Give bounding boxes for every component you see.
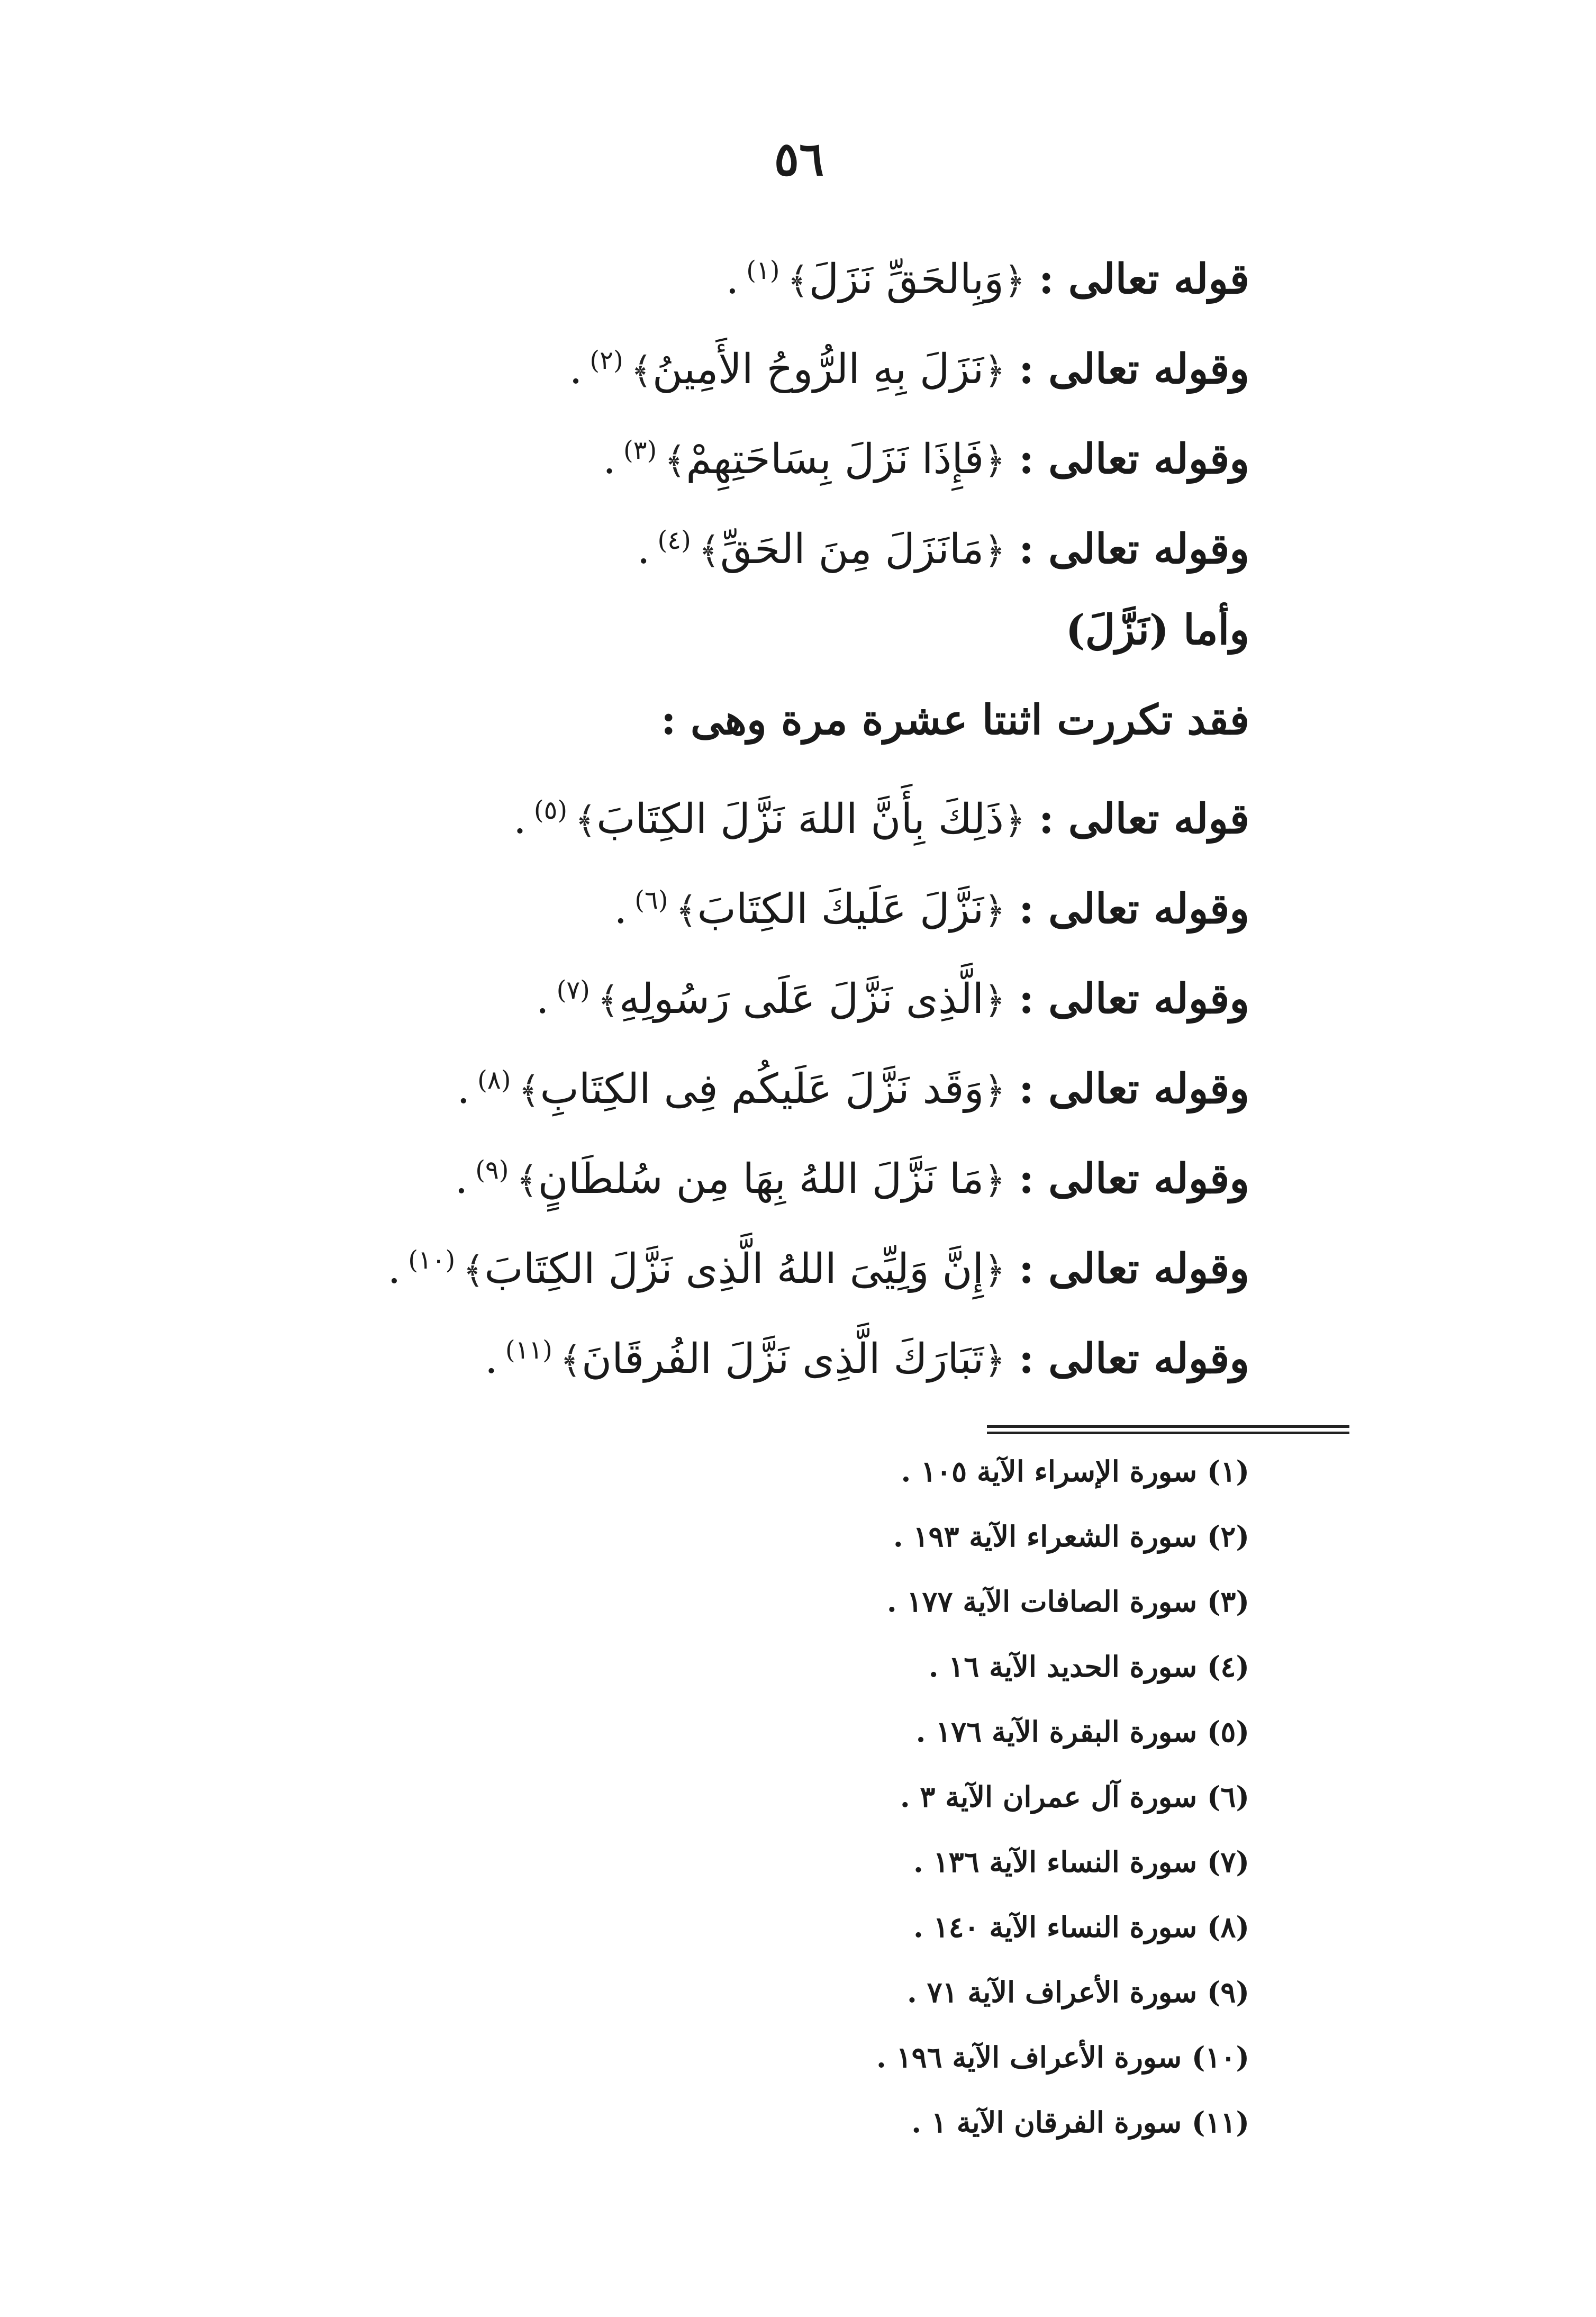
footnote: (٢) سورة الشعراء الآية ١٩٣ . xyxy=(893,1519,1249,1553)
line-lead: وقوله تعالى : xyxy=(1019,435,1249,483)
footnote: (٨) سورة النساء الآية ١٤٠ . xyxy=(913,1910,1249,1944)
line-end: . xyxy=(569,346,583,393)
text-line xyxy=(191,788,1249,877)
footnote: (٥) سورة البقرة الآية ١٧٦ . xyxy=(915,1715,1249,1749)
line-lead: فقد تكررت اثنتا عشرة مرة وهى : xyxy=(660,696,1249,744)
main-text xyxy=(191,248,1249,1417)
verse-text: الَّذِى نَزَّلَ عَلَى رَسُولِهِ xyxy=(619,975,984,1023)
verse-text: إِنَّ وَلِيِّىَ اللهُ الَّذِى نَزَّلَ الكِتَابَ xyxy=(484,1245,984,1293)
text-line xyxy=(191,1327,1249,1417)
verse-text: تَبَارَكَ الَّذِى نَزَّلَ الفُرقَانَ xyxy=(581,1335,984,1383)
line-lead: قوله تعالى : xyxy=(1038,795,1249,843)
verse-text: وَقَد نَزَّلَ عَلَيكُم فِى الكِتَابِ xyxy=(540,1065,984,1113)
footnote-ref: (١١) xyxy=(505,1335,552,1365)
line-end: . xyxy=(726,256,739,303)
line-end: . xyxy=(457,1065,470,1113)
text-line xyxy=(191,967,1249,1057)
line-end: . xyxy=(513,795,527,843)
verse-text: مَا نَزَّلَ اللهُ بِهَا مِن سُلطَانٍ xyxy=(538,1155,984,1203)
footnote-ref: (٤) xyxy=(657,526,691,555)
line-lead: وقوله تعالى : xyxy=(1019,885,1249,933)
footnote-ref: (٢) xyxy=(590,346,623,375)
footnote: (٦) سورة آل عمران الآية ٣ . xyxy=(900,1780,1249,1814)
page-number: ٥٦ xyxy=(774,131,824,186)
text-line xyxy=(191,1057,1249,1147)
verse-text: وَبِالحَقِّ نَزَلَ xyxy=(809,256,1004,303)
text-line xyxy=(191,338,1249,428)
ornament-close-icon: ﴾ xyxy=(664,439,686,482)
footnote: (١١) سورة الفرقان الآية ١ . xyxy=(911,2105,1249,2139)
text-line xyxy=(191,428,1249,518)
ornament-close-icon: ﴾ xyxy=(698,529,720,572)
text-line xyxy=(191,1237,1249,1327)
footnote: (١٠) سورة الأعراف الآية ١٩٦ . xyxy=(876,2040,1249,2074)
text-line xyxy=(191,1147,1249,1237)
ornament-open-icon: ﴿ xyxy=(984,889,1006,932)
text-line xyxy=(191,698,1249,788)
ornament-open-icon: ﴿ xyxy=(984,979,1006,1022)
footnotes xyxy=(614,1453,1249,2169)
line-end: . xyxy=(455,1155,468,1203)
footnote: (٩) سورة الأعراف الآية ٧١ . xyxy=(906,1975,1249,2009)
line-end: . xyxy=(614,885,628,933)
footnote: (٤) سورة الحديد الآية ١٦ . xyxy=(928,1650,1249,1684)
ornament-open-icon: ﴿ xyxy=(984,349,1006,392)
ornament-open-icon: ﴿ xyxy=(984,1069,1006,1112)
line-lead: وأما (نَزَّلَ) xyxy=(1065,606,1249,654)
line-lead: وقوله تعالى : xyxy=(1019,975,1249,1023)
text-line xyxy=(191,608,1249,698)
ornament-close-icon: ﴾ xyxy=(518,1069,540,1112)
ornament-close-icon: ﴾ xyxy=(675,889,697,932)
footnote-ref: (٩) xyxy=(475,1155,509,1185)
verse-text: نَزَّلَ عَلَيكَ الكِتَابَ xyxy=(697,885,984,933)
line-lead: وقوله تعالى : xyxy=(1019,1065,1249,1113)
footnote-ref: (١) xyxy=(746,256,780,285)
line-end: . xyxy=(603,436,616,483)
footnote-ref: (٧) xyxy=(556,975,590,1005)
ornament-open-icon: ﴿ xyxy=(984,439,1006,482)
footnote-ref: (١٠) xyxy=(408,1245,456,1275)
verse-text: ذَلِكَ بِأَنَّ اللهَ نَزَّلَ الكِتَابَ xyxy=(596,795,1004,843)
footnote-ref: (٨) xyxy=(477,1065,511,1095)
line-end: . xyxy=(637,526,650,573)
line-lead: وقوله تعالى : xyxy=(1019,345,1249,393)
divider-rule xyxy=(987,1425,1349,1428)
divider-rule xyxy=(987,1432,1349,1434)
footnote-ref: (٣) xyxy=(623,436,657,465)
line-lead: وقوله تعالى : xyxy=(1019,1155,1249,1203)
ornament-close-icon: ﴾ xyxy=(630,349,652,392)
text-line xyxy=(191,248,1249,338)
ornament-open-icon: ﴿ xyxy=(1004,259,1026,302)
verse-text: نَزَلَ بِهِ الرُّوحُ الأَمِينُ xyxy=(652,346,984,393)
ornament-open-icon: ﴿ xyxy=(984,1158,1006,1202)
footnote-ref: (٥) xyxy=(533,795,568,825)
ornament-close-icon: ﴾ xyxy=(575,799,597,842)
line-lead: وقوله تعالى : xyxy=(1019,1335,1249,1383)
line-end: . xyxy=(485,1335,498,1383)
line-end: . xyxy=(387,1245,401,1293)
ornament-close-icon: ﴾ xyxy=(559,1338,582,1382)
text-line xyxy=(191,518,1249,608)
ornament-open-icon: ﴿ xyxy=(1004,799,1026,842)
ornament-close-icon: ﴾ xyxy=(597,979,619,1022)
verse-text: مَانَزَلَ مِنَ الحَقِّ xyxy=(720,526,984,573)
line-lead: قوله تعالى : xyxy=(1038,255,1249,303)
line-end: . xyxy=(536,975,549,1023)
footnote: (١) سورة الإسراء الآية ١٠٥ . xyxy=(901,1454,1249,1488)
footnote: (٧) سورة النساء الآية ١٣٦ . xyxy=(913,1845,1249,1879)
ornament-close-icon: ﴾ xyxy=(516,1158,538,1202)
footnote-ref: (٦) xyxy=(634,885,668,915)
ornament-close-icon: ﴾ xyxy=(787,259,809,302)
footnote-divider xyxy=(987,1425,1349,1437)
ornament-open-icon: ﴿ xyxy=(984,1248,1006,1292)
footnote: (٣) سورة الصافات الآية ١٧٧ . xyxy=(886,1585,1249,1618)
text-line xyxy=(191,877,1249,967)
ornament-close-icon: ﴾ xyxy=(463,1248,485,1292)
verse-text: فَإِذَا نَزَلَ بِسَاحَتِهِمْ xyxy=(686,436,984,483)
ornament-open-icon: ﴿ xyxy=(984,529,1006,572)
line-lead: وقوله تعالى : xyxy=(1019,525,1249,573)
ornament-open-icon: ﴿ xyxy=(984,1338,1006,1382)
line-lead: وقوله تعالى : xyxy=(1019,1245,1249,1293)
